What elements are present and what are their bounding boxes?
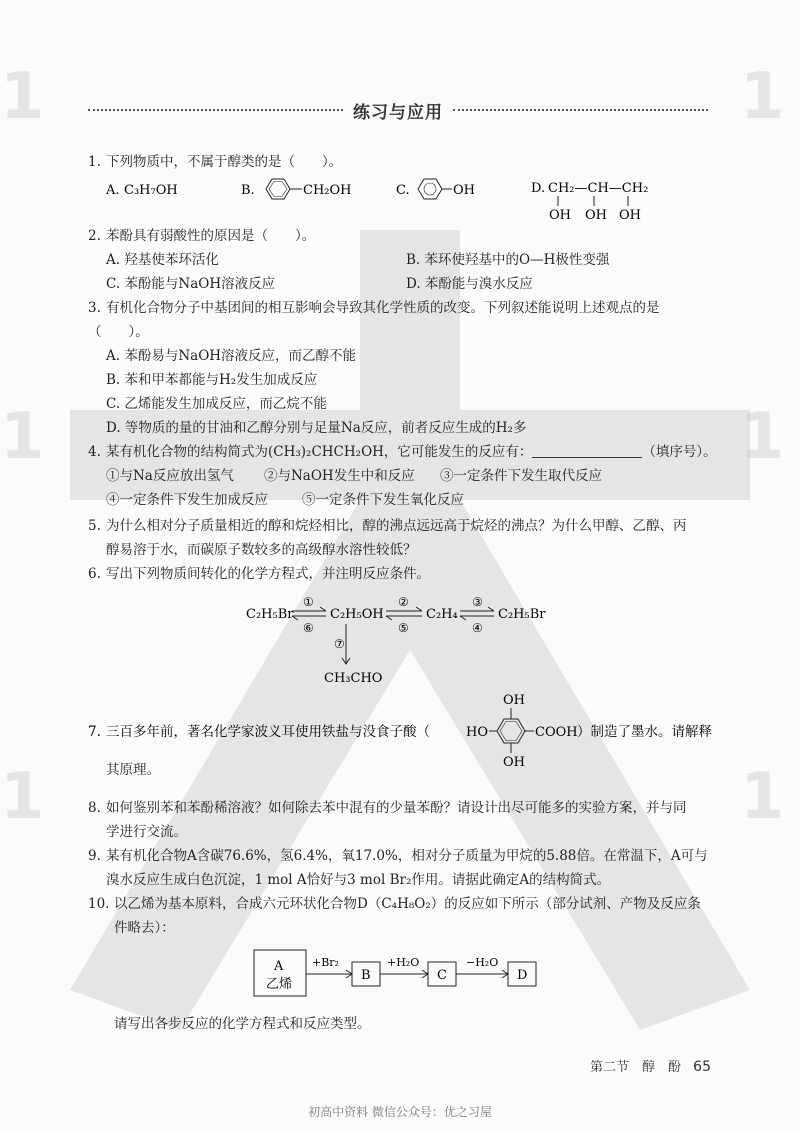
- question-number: 3.: [88, 300, 101, 316]
- q1-option-c-group: OH: [453, 183, 475, 198]
- q1-option-d-oh-1: OH: [549, 208, 571, 223]
- section-header: [88, 95, 708, 125]
- question-number: 8.: [88, 800, 101, 816]
- gallic-acid-cooh: COOH: [535, 725, 578, 740]
- q3-option-d: D. 等物质的量的甘油和乙醇分别与足量Na反应，前者反应生成的H₂多: [106, 420, 527, 436]
- q2-option-d: D. 苯酚能与溴水反应: [406, 276, 533, 292]
- species-c2h5oh: C₂H₅OH: [330, 607, 384, 622]
- q1-options: [88, 174, 718, 223]
- species-c2h5br-left: C₂H₅Br: [246, 607, 294, 622]
- question-9: [88, 844, 718, 868]
- q10-flow-diagram: [88, 944, 718, 1006]
- question-number: 10.: [88, 896, 110, 912]
- answer-blank[interactable]: [532, 443, 642, 458]
- question-text: 如何鉴别苯和苯酚稀溶液？如何除去苯中混有的少量苯酚？请设计出尽可能多的实验方案，并与同: [106, 800, 687, 816]
- question-text: 为什么相对分子质量相近的醇和烷烃相比，醇的沸点远远高于烷烃的沸点？为什么甲醇、乙醇、丙: [106, 518, 687, 534]
- section-name: 第二节 醇 酚: [590, 1060, 682, 1075]
- question-5-continued: 醇易溶于水，而碳原子数较多的高级醇水溶性较低？: [106, 542, 417, 558]
- question-text: 下列物质中，不属于醇类的是（ ）。: [106, 154, 343, 170]
- question-4: [88, 440, 718, 464]
- question-text-suffix: （填序号）。: [642, 444, 717, 460]
- phenol-ring-icon: [418, 179, 442, 199]
- gallic-acid-ring-icon: [497, 719, 525, 743]
- label-2: ②: [398, 595, 409, 609]
- q1-option-d-label: D.: [531, 181, 546, 196]
- gallic-acid-oh-top: OH: [503, 693, 525, 708]
- box-a-label: A: [274, 959, 284, 974]
- question-10: [88, 892, 718, 916]
- gallic-acid-ho: HO: [466, 725, 488, 740]
- question-text: 写出下列物质间转化的化学方程式，并注明反应条件。: [106, 566, 430, 582]
- question-2: [88, 224, 718, 248]
- q3-option-c: C. 乙烯能发生加成反应，而乙烷不能: [106, 396, 327, 412]
- question-number: 9.: [88, 848, 101, 864]
- q1-option-c-label: C.: [396, 183, 410, 198]
- header-dots-right: [453, 109, 708, 111]
- page-footer: [590, 1056, 711, 1075]
- question-number: 2.: [88, 228, 101, 244]
- question-7-continued: 其原理。: [106, 762, 160, 778]
- question-10-instruction: 请写出各步反应的化学方程式和反应类型。: [114, 1016, 371, 1032]
- label-1: ①: [303, 595, 314, 609]
- q4-options-row-2: [88, 488, 718, 512]
- footer-note: 初高中资料 微信公众号：优之习屋: [308, 1105, 492, 1119]
- q2-option-a: A. 羟基使苯环活化: [106, 252, 219, 268]
- watermark-mark: 1: [0, 60, 45, 134]
- label-4: ④: [472, 621, 483, 635]
- box-a-sublabel: 乙烯: [266, 977, 293, 992]
- question-3: [88, 296, 718, 344]
- question-7-figure: [88, 690, 718, 774]
- species-ch3cho: CH₃CHO: [324, 671, 383, 686]
- species-c2h4: C₂H₄: [426, 607, 458, 622]
- flow-diagram-figure: [88, 944, 718, 1006]
- label-6: ⑥: [303, 621, 314, 635]
- q1-option-b-label: B.: [241, 183, 255, 198]
- q2-option-c: C. 苯酚能与NaOH溶液反应: [106, 276, 276, 292]
- question-9-continued: 溴水反应生成白色沉淀，1 mol A恰好与3 mol Br₂作用。请据此确定A的结构简式。: [106, 872, 611, 888]
- watermark-mark: 1: [740, 760, 785, 834]
- arrow-h2o-add-label: +H₂O: [387, 956, 420, 969]
- question-text: 苯酚具有弱酸性的原因是（ ）。: [106, 228, 316, 244]
- watermark-mark: 1: [740, 60, 785, 134]
- q4-option-1: ①与Na反应放出氢气: [106, 468, 234, 484]
- q4-option-4: ④一定条件下发生加成反应: [106, 492, 268, 508]
- box-c-label: C: [437, 968, 447, 983]
- question-number: 1.: [88, 154, 101, 170]
- question-8-continued: 学进行交流。: [106, 824, 187, 840]
- question-1: [88, 150, 718, 174]
- gallic-acid-oh-bottom: OH: [503, 755, 525, 770]
- box-b-label: B: [361, 968, 371, 983]
- q2-options-row-1: [88, 248, 718, 272]
- exercise-list: [88, 150, 718, 1036]
- q1-option-d-oh-2: OH: [585, 208, 607, 223]
- q4-option-5: ⑤一定条件下发生氧化反应: [302, 492, 464, 508]
- species-c2h5br-right: C₂H₅Br: [498, 607, 546, 622]
- watermark-mark: 1: [0, 760, 45, 834]
- question-number: 5.: [88, 518, 101, 534]
- label-5: ⑤: [398, 621, 409, 635]
- benzene-ring-icon: [266, 179, 290, 199]
- question-text: 三百多年前，著名化学家波义耳使用铁盐与没食子酸（: [106, 724, 430, 740]
- question-8: [88, 796, 718, 820]
- q1-option-b-group: CH₂OH: [303, 183, 352, 198]
- question-5: [88, 514, 718, 538]
- arrow-h2o-remove-label: −H₂O: [466, 956, 499, 969]
- question-7: [88, 690, 718, 774]
- arrow-br2-label: +Br₂: [312, 956, 339, 969]
- question-6: [88, 562, 718, 586]
- q1-option-a-label: A.: [106, 183, 120, 198]
- q1-options-figure: [106, 174, 706, 224]
- q2-option-b: B. 苯环使羟基中的O—H极性变强: [406, 252, 610, 268]
- q3-option-a: A. 苯酚易与NaOH溶液反应，而乙醇不能: [106, 348, 357, 364]
- label-3: ③: [472, 595, 483, 609]
- q4-options-row-1: [88, 464, 718, 488]
- label-7: ⑦: [334, 637, 345, 651]
- q6-reaction-scheme: [88, 586, 718, 690]
- question-text: 某有机化合物A含碳76.6%，氢6.4%，氧17.0%，相对分子质量为甲烷的5.88倍。在常温下，A可与: [106, 848, 708, 864]
- question-number: 7.: [88, 724, 101, 740]
- watermark-mark: 1: [0, 400, 45, 474]
- q1-option-a-formula: C₃H₇OH: [124, 183, 178, 198]
- question-text: 某有机化合物的结构简式为(CH₃)₂CHCH₂OH，它可能发生的反应有：: [106, 444, 533, 460]
- header-dots-left: [88, 109, 343, 111]
- q1-option-d-oh-3: OH: [619, 208, 641, 223]
- q2-options-row-2: [88, 272, 718, 296]
- q1-option-d-chain: CH₂—CH—CH₂: [548, 181, 649, 196]
- q4-option-2: ②与NaOH发生中和反应: [264, 468, 415, 484]
- page-number: 65: [693, 1059, 711, 1075]
- question-text: 有机化合物分子中基团间的相互影响会导致其化学性质的改变。下列叙述能说明上述观点的是（ ）。: [88, 300, 660, 340]
- question-number: 4.: [88, 444, 101, 460]
- question-text-suffix: ）制造了墨水。请解释: [577, 724, 712, 740]
- q3-option-b: B. 苯和甲苯都能与H₂发生加成反应: [106, 372, 318, 388]
- question-text: 以乙烯为基本原料，合成六元环状化合物D（C₄H₈O₂）的反应如下所示（部分试剂、产物及反应条: [114, 896, 701, 912]
- box-d-label: D: [517, 968, 528, 983]
- section-title: 练习与应用: [353, 102, 443, 123]
- watermark-mark: 1: [740, 400, 785, 474]
- q4-option-3: ③一定条件下发生取代反应: [440, 468, 602, 484]
- question-10-continued: 件略去）：: [114, 920, 175, 936]
- reaction-scheme-figure: [88, 586, 718, 690]
- question-number: 6.: [88, 566, 101, 582]
